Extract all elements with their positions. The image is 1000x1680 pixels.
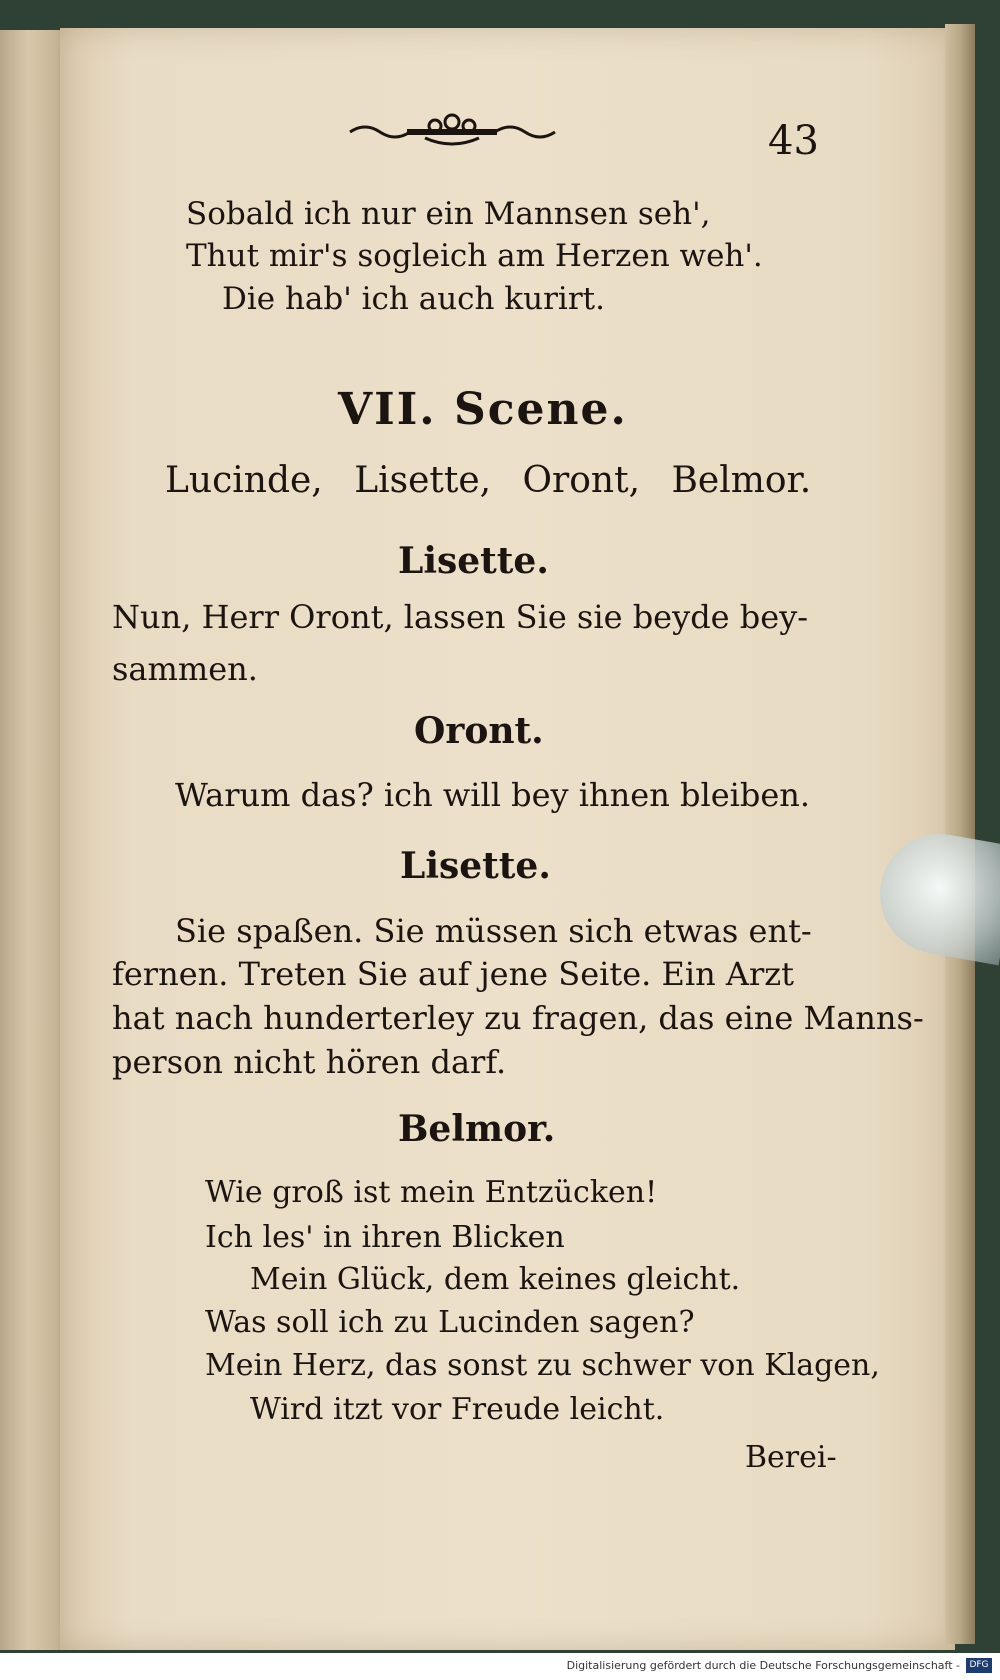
song-line: Mein Herz, das sonst zu schwer von Klagen, [205, 1348, 880, 1383]
speech-line: hat nach hunderterley zu fragen, das eine Manns- [112, 999, 924, 1037]
character-list: Lucinde, Lisette, Oront, Belmor. [165, 460, 812, 501]
verse-line: Die hab' ich auch kurirt. [222, 281, 605, 317]
verse-line: Sobald ich nur ein Mannsen seh', [186, 196, 711, 232]
speech-line: Warum das? ich will bey ihnen bleiben. [175, 776, 811, 814]
footer-credit: Digitalisierung gefördert durch die Deutsche Forschungsgemeinschaft - [566, 1659, 960, 1672]
speech-line: Nun, Herr Oront, lassen Sie sie beyde bey- [112, 598, 809, 636]
speaker-name: Belmor. [398, 1108, 556, 1150]
song-line: Ich les' in ihren Blicken [205, 1220, 565, 1255]
speech-line: fernen. Treten Sie auf jene Seite. Ein Arzt [112, 955, 795, 993]
ornament-icon [345, 112, 560, 152]
song-line: Wie groß ist mein Entzücken! [205, 1175, 658, 1210]
scene-title: VII. Scene. [338, 384, 628, 435]
speech-line: sammen. [112, 650, 258, 688]
speaker-name: Lisette. [398, 540, 549, 582]
page-number: 43 [768, 118, 819, 164]
catchword: Berei- [745, 1440, 837, 1475]
speech-line: person nicht hören darf. [112, 1043, 507, 1081]
speech-line: Sie spaßen. Sie müssen sich etwas ent- [175, 912, 812, 950]
song-line: Mein Glück, dem keines gleicht. [250, 1262, 741, 1297]
song-line: Wird itzt vor Freude leicht. [250, 1392, 665, 1427]
dfg-logo: DFG [966, 1658, 992, 1673]
verse-line: Thut mir's sogleich am Herzen weh'. [186, 238, 763, 274]
speaker-name: Lisette. [400, 845, 551, 887]
speaker-name: Oront. [414, 710, 544, 752]
song-line: Was soll ich zu Lucinden sagen? [205, 1305, 695, 1340]
